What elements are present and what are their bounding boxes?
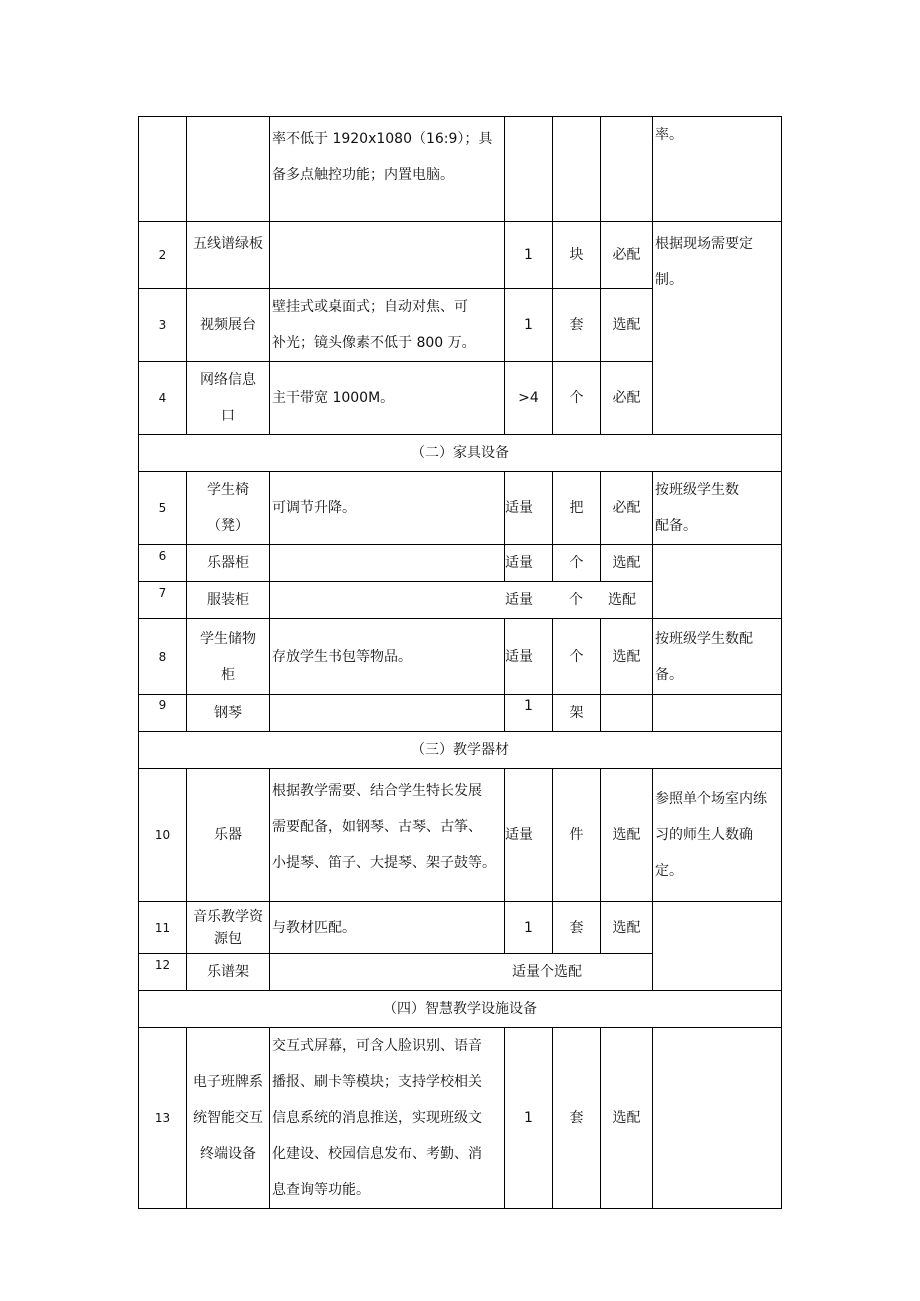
item-spec — [270, 695, 505, 732]
row-number: 3 — [139, 289, 187, 362]
item-spec: 根据教学需要、结合学生特长发展 需要配备，如钢琴、古琴、古筝、 小提琴、笛子、大提琴、架子鼓等。 — [270, 769, 505, 902]
item-requirement — [601, 695, 653, 732]
item-unit: 个 — [553, 545, 601, 582]
item-spec — [270, 222, 505, 289]
item-qty-unit-requirement: 适量个选配 — [512, 964, 582, 980]
item-note: 率。 — [653, 117, 782, 222]
equipment-table — [138, 116, 782, 1209]
item-unit: 个 — [569, 592, 583, 608]
item-requirement: 选配 — [601, 769, 653, 902]
item-unit: 个 — [553, 362, 601, 435]
row-number: 6 — [139, 545, 187, 582]
table-row — [139, 902, 782, 954]
item-name: 乐器柜 — [187, 545, 270, 582]
item-requirement: 选配 — [601, 545, 653, 582]
item-unit: 块 — [553, 222, 601, 289]
item-spec: 率不低于 1920x1080（16:9）；具 备多点触控功能；内置电脑。 — [270, 117, 505, 222]
item-note — [653, 695, 782, 732]
item-unit: 件 — [553, 769, 601, 902]
item-name: 音乐教学资 源包 — [187, 902, 270, 954]
item-name — [187, 117, 270, 222]
row-number: 4 — [139, 362, 187, 435]
item-note: 按班级学生数 配备。 — [653, 472, 782, 545]
item-spec: 壁挂式或桌面式；自动对焦、可 补光；镜头像素不低于 800 万。 — [270, 289, 505, 362]
table-row — [139, 545, 782, 582]
item-requirement — [601, 117, 653, 222]
row-number: 10 — [139, 769, 187, 902]
table-row — [139, 472, 782, 545]
item-spec: 交互式屏幕，可含人脸识别、语音 播报、刷卡等模块；支持学校相关 信息系统的消息推送，实现班级文 化建设、校园信息发布、考勤、消 息查询等功能。 — [270, 1028, 505, 1209]
item-name: 钢琴 — [187, 695, 270, 732]
item-qty: 适量 — [505, 472, 553, 545]
item-qty: 适量 — [505, 545, 553, 582]
row-number: 12 — [139, 954, 187, 991]
section-title: （三）教学器材 — [139, 732, 782, 769]
section-header-row — [139, 435, 782, 472]
table-row — [139, 222, 782, 289]
item-note — [653, 545, 782, 619]
item-unit: 把 — [553, 472, 601, 545]
item-name: 视频展台 — [187, 289, 270, 362]
item-name: 学生储物 柜 — [187, 619, 270, 695]
item-qty: 适量 — [505, 769, 553, 902]
item-requirement: 选配 — [601, 1028, 653, 1209]
item-requirement: 选配 — [608, 592, 636, 608]
item-note — [653, 902, 782, 991]
item-name: 服装柜 — [187, 582, 270, 619]
item-spec: 可调节升降。 — [270, 472, 505, 545]
item-name: 网络信息 口 — [187, 362, 270, 435]
item-note: 按班级学生数配 备。 — [653, 619, 782, 695]
item-requirement: 必配 — [601, 362, 653, 435]
section-title: （四）智慧教学设施设备 — [139, 991, 782, 1028]
item-qty: 1 — [505, 695, 553, 732]
item-requirement: 选配 — [601, 289, 653, 362]
section-title: （二）家具设备 — [139, 435, 782, 472]
item-unit — [553, 117, 601, 222]
item-qty: 1 — [505, 289, 553, 362]
merged-cell — [270, 582, 653, 619]
item-note: 参照单个场室内练 习的师生人数确 定。 — [653, 769, 782, 902]
row-number: 2 — [139, 222, 187, 289]
item-qty — [505, 117, 553, 222]
item-qty: 1 — [505, 1028, 553, 1209]
row-number: 5 — [139, 472, 187, 545]
item-unit: 套 — [553, 289, 601, 362]
row-number: 9 — [139, 695, 187, 732]
item-requirement: 选配 — [601, 619, 653, 695]
item-name: 电子班牌系 统智能交互 终端设备 — [187, 1028, 270, 1209]
item-name: 五线谱绿板 — [187, 222, 270, 289]
item-name: 学生椅 （凳） — [187, 472, 270, 545]
item-requirement: 必配 — [601, 222, 653, 289]
row-number: 7 — [139, 582, 187, 619]
table-row — [139, 769, 782, 902]
row-number: 8 — [139, 619, 187, 695]
item-unit: 套 — [553, 902, 601, 954]
item-qty: 1 — [505, 902, 553, 954]
item-note — [653, 1028, 782, 1209]
row-number: 11 — [139, 902, 187, 954]
item-qty: >4 — [505, 362, 553, 435]
item-unit: 套 — [553, 1028, 601, 1209]
row-number: 13 — [139, 1028, 187, 1209]
item-spec: 存放学生书包等物品。 — [270, 619, 505, 695]
table-row — [139, 619, 782, 695]
item-spec: 与教材匹配。 — [270, 902, 505, 954]
item-name: 乐谱架 — [187, 954, 270, 991]
item-spec — [270, 545, 505, 582]
item-unit: 个 — [553, 619, 601, 695]
table-row — [139, 117, 782, 222]
merged-cell — [270, 954, 653, 991]
item-qty: 适量 — [505, 619, 553, 695]
item-qty: 1 — [505, 222, 553, 289]
section-header-row — [139, 991, 782, 1028]
item-requirement: 必配 — [601, 472, 653, 545]
item-qty: 适量 — [505, 592, 533, 608]
item-requirement: 选配 — [601, 902, 653, 954]
section-header-row — [139, 732, 782, 769]
row-number — [139, 117, 187, 222]
item-note: 根据现场需要定 制。 — [653, 222, 782, 435]
item-unit: 架 — [553, 695, 601, 732]
item-spec: 主干带宽 1000M。 — [270, 362, 505, 435]
table-row — [139, 1028, 782, 1209]
item-name: 乐器 — [187, 769, 270, 902]
table-row — [139, 695, 782, 732]
